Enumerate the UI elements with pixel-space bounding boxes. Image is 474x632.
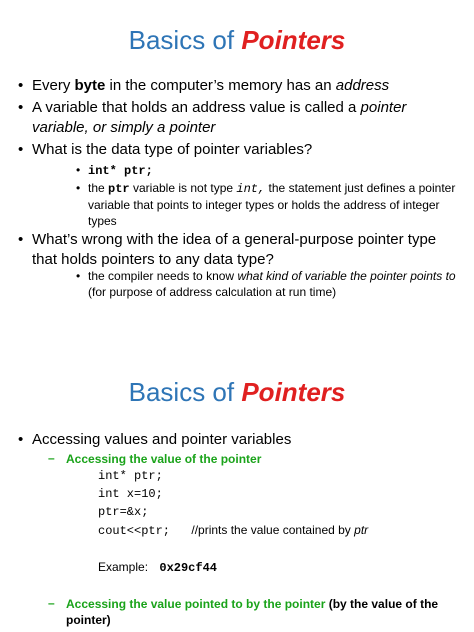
text: (for purpose of address calculation at run time) xyxy=(88,285,337,299)
text: the statement just defines a pointer variable that points to integer types or holds the address of integer types xyxy=(88,181,456,228)
sub-bullet-3 xyxy=(76,268,458,300)
text: in the computer’s memory has an xyxy=(109,77,332,94)
bullet-icon: • xyxy=(18,431,24,448)
text: variable is not type xyxy=(132,181,234,195)
green-heading-1 xyxy=(66,451,261,467)
bullet-icon: • xyxy=(18,141,24,158)
text: what kind of variable the pointer points to xyxy=(237,269,456,283)
bullet-3 xyxy=(18,140,452,160)
text: Every xyxy=(32,77,71,94)
text: Accessing values and pointer variables xyxy=(32,431,292,448)
example-line xyxy=(98,559,217,577)
slide1-title xyxy=(0,24,474,56)
text: What is the data type of pointer variables? xyxy=(32,141,313,158)
bullet-icon: • xyxy=(18,231,24,248)
text: (by the value of the pointer) xyxy=(66,597,439,627)
code-text: cout<<ptr; xyxy=(98,524,171,538)
dash-icon: – xyxy=(48,451,55,465)
dash-icon: – xyxy=(48,596,55,610)
text: the xyxy=(88,181,105,195)
green-heading-2 xyxy=(66,596,456,628)
sub-bullet-1 xyxy=(76,162,458,179)
code-line-1: int* ptr; xyxy=(98,469,163,483)
text: address xyxy=(335,77,390,94)
comment-text: //prints the value contained by xyxy=(191,523,351,537)
sub-bullet-2 xyxy=(76,180,458,229)
bullet-icon: • xyxy=(76,163,81,177)
bullet-4 xyxy=(18,230,452,270)
text: Accessing the value of the pointer xyxy=(66,452,262,466)
code-text: int, xyxy=(236,182,266,196)
bullet-1 xyxy=(18,76,452,96)
example-label: Example: xyxy=(98,560,149,574)
text: Accessing the value pointed to by the pointer xyxy=(66,597,326,611)
comment-emphasis: ptr xyxy=(354,523,369,537)
bullet-icon: • xyxy=(76,269,81,283)
text: A variable that holds an address value is called a xyxy=(32,99,357,116)
title-text: Basics of xyxy=(128,25,235,55)
text: byte xyxy=(74,77,106,94)
text: pointer variable, or simply a pointer xyxy=(32,99,407,136)
slide2-title xyxy=(0,376,474,408)
bullet-icon: • xyxy=(18,99,24,116)
text: What’s wrong with the idea of a general-purpose pointer type that holds pointers to any data type? xyxy=(32,231,437,268)
code-line-2: int x=10; xyxy=(98,487,163,501)
example-value: 0x29cf44 xyxy=(159,561,217,575)
code-line-4 xyxy=(98,522,368,540)
bullet-icon: • xyxy=(76,181,81,195)
bullet-2 xyxy=(18,98,452,138)
title-emphasis: Pointers xyxy=(241,25,346,55)
code-text: ptr xyxy=(108,182,130,196)
slide2-bullet-1 xyxy=(18,430,452,450)
code-text: int* ptr; xyxy=(88,164,153,178)
code-line-3: ptr=&x; xyxy=(98,505,149,519)
title-emphasis: Pointers xyxy=(241,377,346,407)
bullet-icon: • xyxy=(18,77,24,94)
title-text: Basics of xyxy=(128,377,235,407)
text: the compiler needs to know xyxy=(88,269,235,283)
